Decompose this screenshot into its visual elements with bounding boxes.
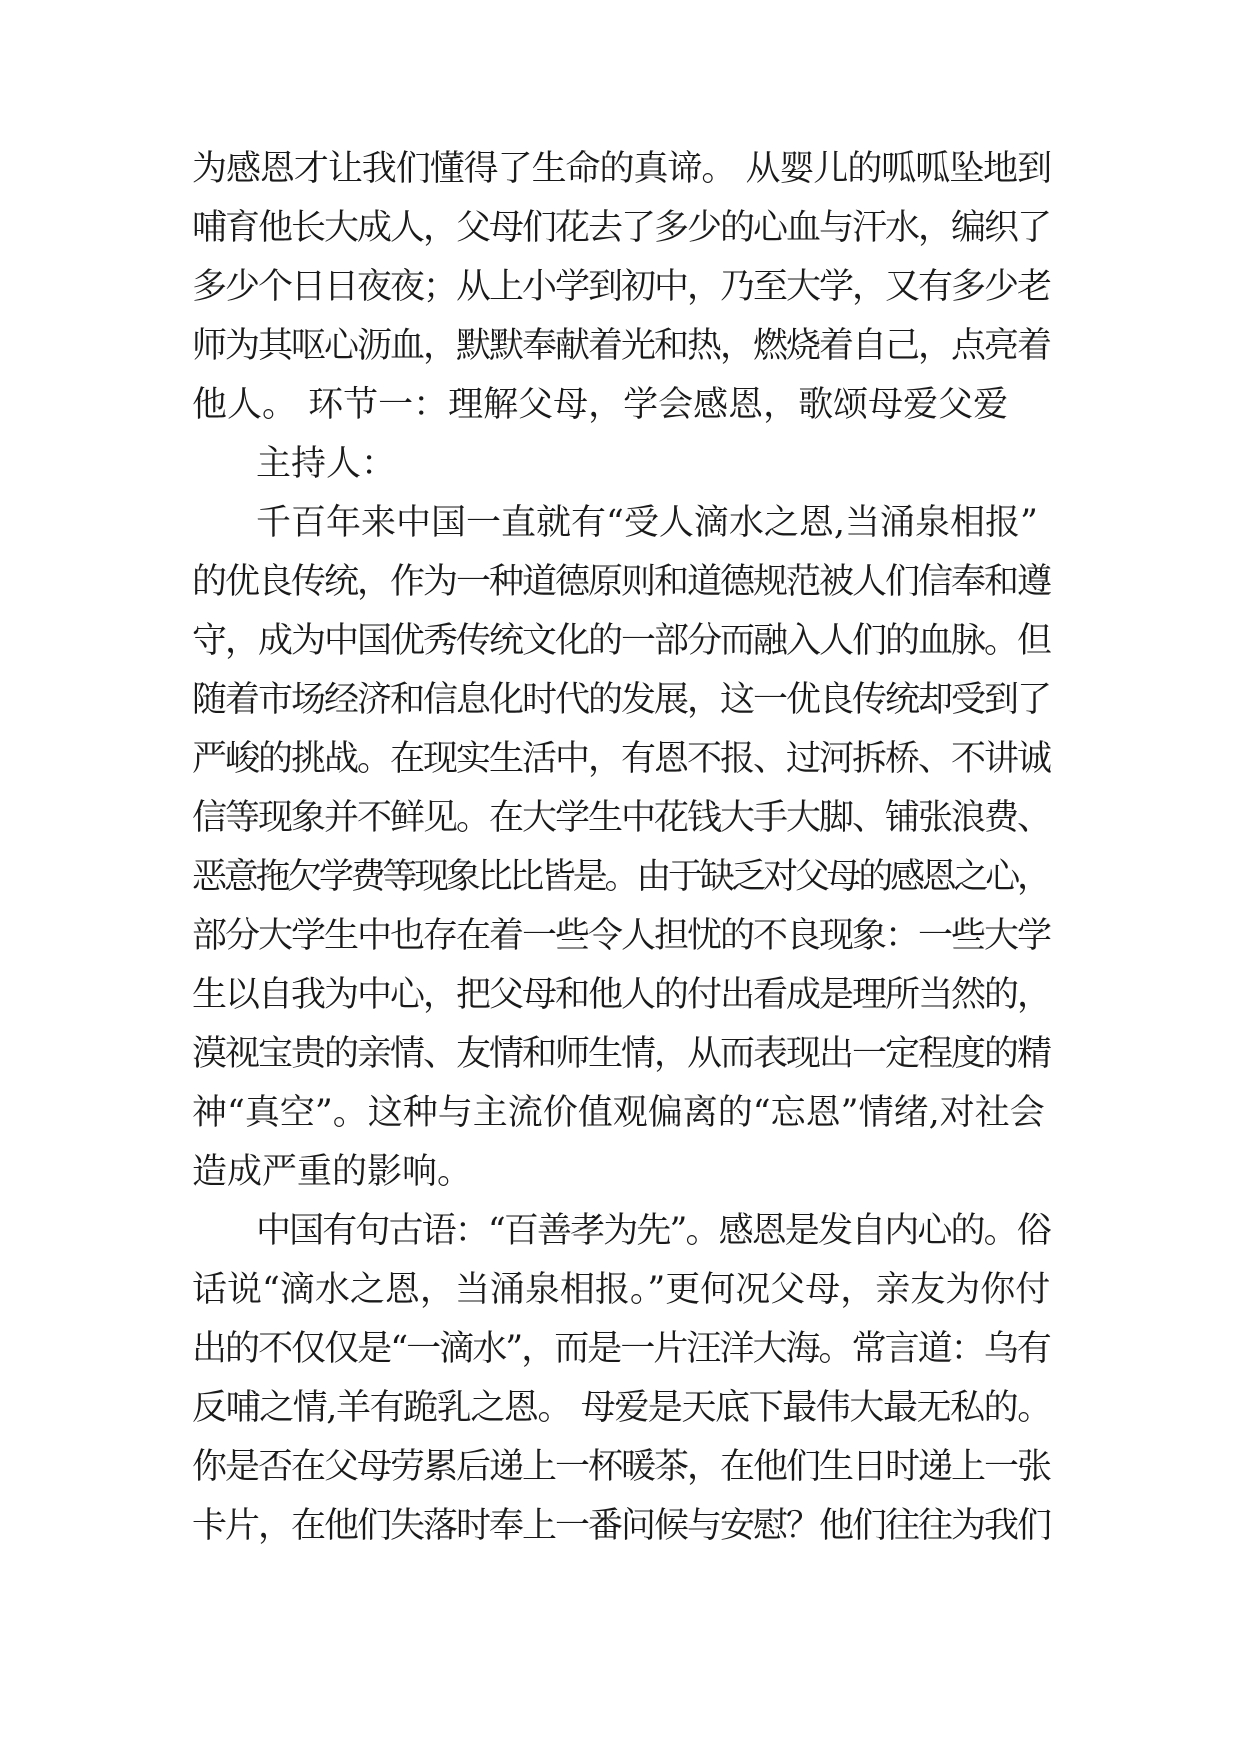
paragraph-2-line-9: 生以自我为中心，把父母和他人的付出看成是理所当然的， (192, 975, 1051, 1015)
paragraph-2-line-4: 随着市场经济和信息化时代的发展，这一优良传统却受到了 (192, 680, 1051, 720)
paragraph-3-line-3: 出的不仅仅是“一滴水”，而是一片汪洋大海。常言道：乌有 (192, 1329, 1050, 1369)
host-label: 主持人： (256, 444, 397, 484)
paragraph-1-line-2: 哺育他长大成人，父母们花去了多少的心血与汗水，编织了 (192, 208, 1051, 248)
paragraph-3-line-5: 你是否在父母劳累后递上一杯暖茶，在他们生日时递上一张 (192, 1447, 1051, 1487)
paragraph-2-line-2: 的优良传统，作为一种道德原则和道德规范被人们信奉和遵 (192, 562, 1051, 602)
paragraph-3-line-1: 中国有句古语：“百善孝为先”。感恩是发自内心的。俗 (256, 1211, 1050, 1251)
paragraph-2-line-1: 千百年来中国一直就有“受人滴水之恩,当涌泉相报” (256, 503, 1038, 543)
paragraph-2-line-3: 守，成为中国优秀传统文化的一部分而融入人们的血脉。但 (192, 621, 1051, 661)
paragraph-2-line-8: 部分大学生中也存在着一些令人担忧的不良现象：一些大学 (192, 916, 1051, 956)
paragraph-3-line-4: 反哺之情,羊有跪乳之恩。 母爱是天底下最伟大最无私的。 (192, 1388, 1051, 1428)
paragraph-2-line-10: 漠视宝贵的亲情、友情和师生情，从而表现出一定程度的精 (192, 1034, 1051, 1074)
paragraph-3-line-6: 卡片，在他们失落时奉上一番问候与安慰？他们往往为我们 (192, 1506, 1051, 1546)
paragraph-1-line-4: 师为其呕心沥血，默默奉献着光和热，燃烧着自己，点亮着 (192, 326, 1051, 366)
paragraph-3-line-2: 话说“滴水之恩，当涌泉相报。”更何况父母，亲友为你付 (192, 1270, 1051, 1310)
paragraph-1-line-3: 多少个日日夜夜；从上小学到初中，乃至大学，又有多少老 (192, 267, 1051, 307)
paragraph-1-line-5: 他人。 环节一：理解父母，学会感恩，歌颂母爱父爱 (192, 385, 1009, 425)
paragraph-2-line-6: 信等现象并不鲜见。在大学生中花钱大手大脚、铺张浪费、 (192, 798, 1051, 838)
paragraph-2-line-5: 严峻的挑战。在现实生活中，有恩不报、过河拆桥、不讲诚 (192, 739, 1051, 779)
paragraph-1-line-1: 为感恩才让我们懂得了生命的真谛。 从婴儿的呱呱坠地到 (192, 149, 1052, 189)
paragraph-2-line-11: 神“真空”。这种与主流价值观偏离的“忘恩”情绪,对社会 (192, 1093, 1045, 1133)
paragraph-2-line-12: 造成严重的影响。 (192, 1152, 473, 1192)
paragraph-2-line-7: 恶意拖欠学费等现象比比皆是。由于缺乏对父母的感恩之心， (192, 857, 1049, 897)
